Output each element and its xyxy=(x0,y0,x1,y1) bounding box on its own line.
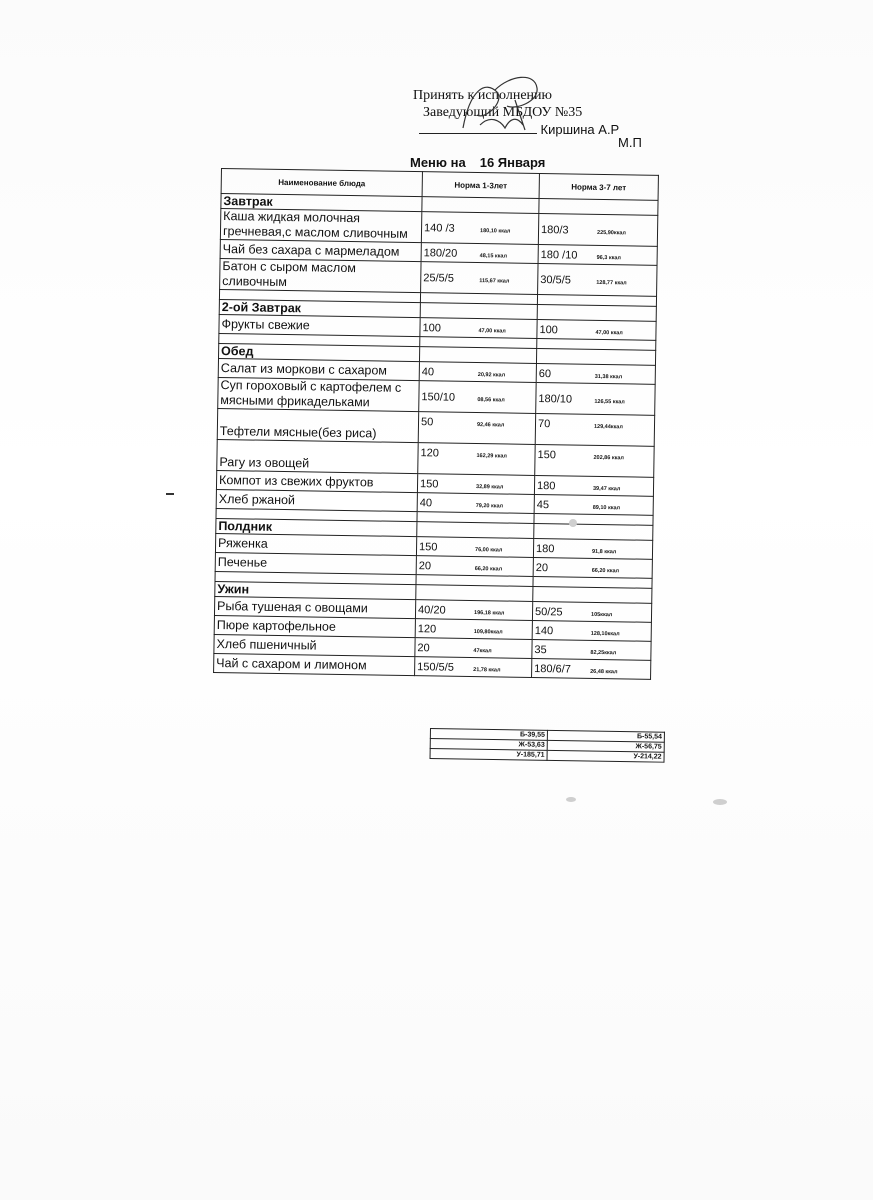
norm-3-7-cell xyxy=(532,658,651,679)
approval-line-1: Принять к исполнению xyxy=(413,88,552,103)
calories: 180,10 ккал xyxy=(479,228,511,235)
norm-3-7-cell xyxy=(532,601,651,622)
norm-3-7-cell xyxy=(533,538,652,559)
calories: 196,18 ккал xyxy=(473,610,505,617)
calories: 115,67 ккал xyxy=(479,278,510,285)
dish-name: Рагу из овощей xyxy=(217,439,418,473)
norm-1-3-cell xyxy=(416,556,533,577)
calories: 66,20 ккал xyxy=(474,566,503,573)
calories: 91,8 ккал xyxy=(591,548,617,556)
calories: 08,56 ккал xyxy=(477,397,505,404)
signer-name: Киршина А.Р xyxy=(540,122,620,137)
norm-3-7-cell xyxy=(538,263,657,296)
calories: 96,3 ккал xyxy=(596,254,621,262)
portion-amount: 150 xyxy=(419,478,439,491)
portion-amount: 150/5/5 xyxy=(417,661,454,674)
menu-title xyxy=(410,155,545,170)
portion-amount: 180 xyxy=(536,480,556,493)
portion-amount: 150 xyxy=(418,541,438,554)
calories: 47,00 ккал xyxy=(595,329,623,337)
portion-amount: 140 /3 xyxy=(423,222,455,235)
calories: 126,55 ккал xyxy=(594,398,625,406)
norm-3-7-cell xyxy=(535,444,654,477)
calories: 225,90ккал xyxy=(596,229,626,237)
norm-1-3-cell xyxy=(419,381,536,414)
norm-1-3-cell xyxy=(415,619,532,640)
dish-name: Каша жидкая молочная гречневая,с маслом сливочным xyxy=(220,209,421,243)
norm-1-3-cell xyxy=(417,474,534,495)
header-dish: Наименование блюда xyxy=(221,169,422,197)
total-value: Б-55,54 xyxy=(547,730,664,742)
scan-speck xyxy=(569,519,577,527)
calories: 92,46 ккал xyxy=(476,422,505,429)
portion-amount: 180/3 xyxy=(540,224,569,237)
norm-1-3-cell xyxy=(415,638,532,659)
portion-amount: 20 xyxy=(417,642,430,655)
margin-mark xyxy=(166,493,174,495)
portion-amount: 100 xyxy=(539,324,558,337)
norm-3-7-cell xyxy=(538,244,657,265)
calories: 47ккал xyxy=(473,648,492,655)
calories: 202,86 ккал xyxy=(593,454,624,462)
calories: 128,77 ккал xyxy=(596,279,627,287)
calories: 39,47 ккал xyxy=(592,485,621,493)
dish-name: Салат из моркови с сахаром xyxy=(218,358,419,380)
approval-line-2: Заведующий МБДОУ №35 xyxy=(423,105,583,120)
portion-amount: 60 xyxy=(538,368,552,381)
total-value: У-185,71 xyxy=(430,749,547,761)
dish-name: Хлеб пшеничный xyxy=(214,634,415,656)
dish-name: Чай с сахаром и лимоном xyxy=(214,653,415,675)
portion-amount: 120 xyxy=(420,447,439,460)
norm-1-3-cell xyxy=(418,412,535,445)
norm-1-3-cell xyxy=(421,243,538,264)
menu-table xyxy=(213,168,659,680)
section-title: Обед xyxy=(219,343,420,361)
stamp-placeholder: М.П xyxy=(618,135,642,150)
portion-amount: 25/5/5 xyxy=(423,272,454,285)
dish-name: Рыба тушеная с овощами xyxy=(214,596,415,618)
norm-1-3-cell xyxy=(415,600,532,621)
norm-1-3-cell xyxy=(421,262,538,295)
portion-amount: 40/20 xyxy=(417,604,446,617)
portion-amount: 180/10 xyxy=(538,393,573,406)
portion-amount: 120 xyxy=(417,623,437,636)
portion-amount: 45 xyxy=(536,499,550,512)
section-title: Полдник xyxy=(216,518,417,536)
scan-speck xyxy=(566,797,576,802)
portion-amount: 150/10 xyxy=(421,391,456,404)
handwritten-signature xyxy=(455,70,550,140)
calories: 21,78 ккал xyxy=(473,667,501,674)
calories: 32,89 ккал xyxy=(475,484,504,491)
total-value: Б-39,55 xyxy=(430,729,547,741)
portion-amount: 20 xyxy=(418,560,432,573)
norm-1-3-cell xyxy=(416,537,533,558)
total-value: Ж-53,63 xyxy=(430,739,547,751)
calories: 31,38 ккал xyxy=(594,373,623,381)
norm-1-3-cell xyxy=(417,493,534,514)
section-title: Ужин xyxy=(215,581,416,599)
norm-3-7-cell xyxy=(534,475,653,496)
portion-amount: 20 xyxy=(535,561,549,575)
section-title: Завтрак xyxy=(221,194,422,212)
norm-1-3-cell xyxy=(418,443,535,476)
total-value: Ж-56,75 xyxy=(547,740,664,752)
portion-amount: 40 xyxy=(419,497,433,510)
dish-name: Чай без сахара с мармеладом xyxy=(220,239,421,261)
portion-amount: 100 xyxy=(422,322,441,335)
portion-amount: 150 xyxy=(537,449,556,462)
calories: 76,00 ккал xyxy=(474,547,503,554)
norm-3-7-cell xyxy=(534,494,653,515)
dish-name: Печенье xyxy=(215,552,416,574)
calories: 129,44ккал xyxy=(593,423,623,431)
portion-amount: 180/20 xyxy=(423,247,458,260)
totals-body xyxy=(430,729,664,763)
menu-date: 16 Января xyxy=(479,155,546,170)
norm-3-7-cell xyxy=(537,319,656,340)
dish-name: Батон с сыром маслом сливочным xyxy=(220,258,421,292)
norm-3-7-cell xyxy=(532,639,651,660)
portion-amount: 50 xyxy=(420,416,434,429)
norm-1-3-cell xyxy=(419,362,536,383)
calories: 48,15 ккал xyxy=(479,253,508,260)
norm-3-7-cell xyxy=(535,413,654,446)
section-title: 2-ой Завтрак xyxy=(219,299,420,317)
portion-amount: 180/6/7 xyxy=(534,662,571,676)
norm-3-7-cell xyxy=(536,363,655,384)
calories: 66,20 ккал xyxy=(591,567,620,575)
dish-name: Ряженка xyxy=(215,533,416,555)
calories: 47,00 ккал xyxy=(478,328,506,335)
portion-amount: 180 xyxy=(535,542,555,556)
calories: 26,48 ккал xyxy=(590,668,618,676)
norm-1-3-cell xyxy=(420,318,537,339)
calories: 162,29 ккал xyxy=(476,453,507,460)
norm-3-7-cell xyxy=(533,557,652,578)
calories: 105ккал xyxy=(590,611,613,619)
dish-name: Хлеб ржаной xyxy=(216,489,417,511)
dish-name: Тефтели мясные(без риса) xyxy=(217,408,418,442)
scan-speck xyxy=(713,799,727,805)
calories: 109,80ккал xyxy=(473,629,503,636)
portion-amount: 180 /10 xyxy=(540,249,578,262)
portion-amount: 35 xyxy=(534,643,547,657)
portion-amount: 70 xyxy=(537,418,551,431)
dish-name: Компот из свежих фруктов xyxy=(216,470,417,492)
dish-name: Фрукты свежие xyxy=(219,314,420,336)
calories: 82,25ккал xyxy=(590,649,617,657)
norm-3-7-cell xyxy=(536,382,655,415)
portion-amount: 140 xyxy=(534,624,554,638)
dish-name: Пюре картофельное xyxy=(214,615,415,637)
nutrition-totals xyxy=(430,728,665,763)
portion-amount: 50/25 xyxy=(534,605,563,619)
header-norm-1-3: Норма 1-3лет xyxy=(422,172,539,199)
calories: 79,20 ккал xyxy=(475,503,504,510)
portion-amount: 40 xyxy=(421,366,435,379)
menu-title-label: Меню на xyxy=(410,155,466,170)
norm-3-7-cell xyxy=(532,620,651,641)
menu-body xyxy=(214,194,658,680)
calories: 128,10ккал xyxy=(590,630,620,638)
calories: 20,92 ккал xyxy=(477,372,506,379)
dish-name: Суп гороховый с картофелем с мясными фрикадельками xyxy=(218,377,419,411)
portion-amount: 30/5/5 xyxy=(540,274,571,287)
norm-1-3-cell xyxy=(421,212,538,245)
total-value: У-214,22 xyxy=(547,750,664,762)
calories: 89,10 ккал xyxy=(592,504,621,512)
norm-3-7-cell xyxy=(538,213,657,246)
norm-1-3-cell xyxy=(415,657,532,678)
header-norm-3-7: Норма 3-7 лет xyxy=(539,174,658,201)
